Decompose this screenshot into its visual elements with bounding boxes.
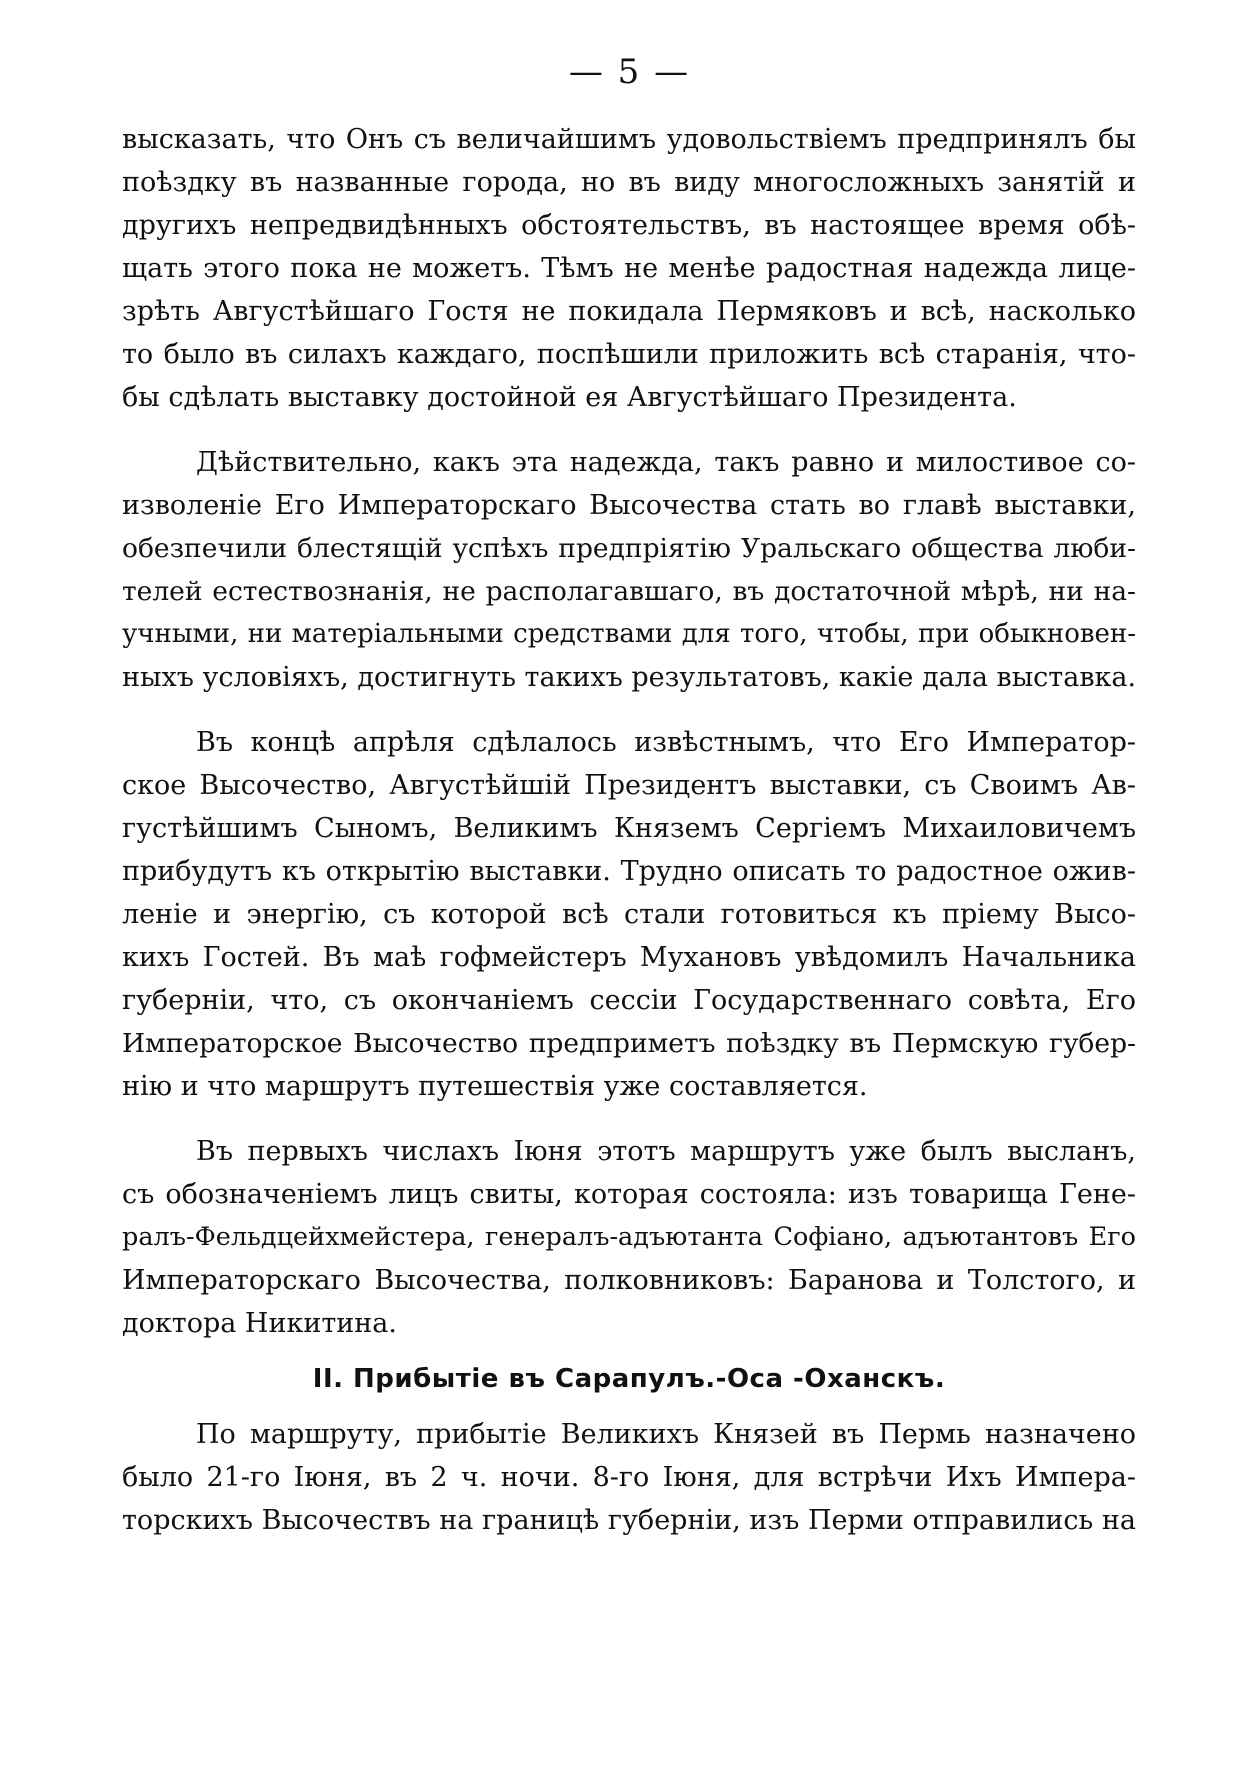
paragraph-4 (122, 1130, 1136, 1345)
text-line: щать этого пока не можетъ. Тѣмъ не менѣе радостная надежда лице- (122, 253, 1136, 284)
paragraph-5 (122, 1413, 1136, 1542)
text-line: учными, ни матеріальными средствами для того, чтобы, при обыкновен- (122, 619, 1136, 649)
text-line: Императорскаго Высочества, полковниковъ: Баранова и Толстого, и (122, 1265, 1136, 1296)
text-line: высказать, что Онъ съ величайшимъ удовольствіемъ предпринялъ бы (122, 124, 1136, 155)
text-line: кихъ Гостей. Въ маѣ гофмейстеръ Мухановъ увѣдомилъ Начальника (122, 942, 1136, 973)
text-line: съ обозначеніемъ лицъ свиты, которая состояла: изъ товарища Гене- (122, 1179, 1136, 1210)
text-line: другихъ непредвидѣнныхъ обстоятельствъ, въ настоящее время обѣ- (122, 210, 1136, 241)
text-line: ралъ-Фельдцейхмейстера, генералъ-адъютанта Софіано, адъютантовъ Его (122, 1222, 1136, 1252)
text-line: то было въ силахъ каждаго, поспѣшили приложить всѣ старанія, что- (122, 339, 1136, 370)
text-line: По маршруту, прибытіе Великихъ Князей въ Пермь назначено (196, 1419, 1136, 1450)
text-line: Въ первыхъ числахъ Іюня этотъ маршрутъ уже былъ высланъ, (196, 1136, 1136, 1167)
text-line: густѣйшимъ Сыномъ, Великимъ Княземъ Сергіемъ Михаиловичемъ (122, 813, 1136, 844)
paragraph-3 (122, 721, 1136, 1108)
paragraph-2 (122, 441, 1136, 699)
text-line: поѣздку въ названные города, но въ виду многосложныхъ занятій и (122, 167, 1136, 198)
text-line: обезпечили блестящій успѣхъ предпріятію Уральскаго общества люби- (122, 533, 1136, 564)
body-text (122, 118, 1136, 1542)
paragraph-1 (122, 118, 1136, 419)
text-line: Дѣйствительно, какъ эта надежда, такъ равно и милостивое со- (196, 447, 1136, 478)
text-line: губерніи, что, съ окончаніемъ сессіи Государственнаго совѣта, Его (122, 985, 1136, 1016)
text-line: было 21-го Іюня, въ 2 ч. ночи. 8-го Іюня, для встрѣчи Ихъ Импера- (122, 1462, 1136, 1493)
text-line: нію и что маршрутъ путешествія уже составляется. (122, 1071, 868, 1102)
text-line: Императорское Высочество предприметъ поѣздку въ Пермскую губер- (122, 1028, 1136, 1059)
text-line: ныхъ условіяхъ, достигнуть такихъ результатовъ, какіе дала выставка. (122, 662, 1137, 693)
text-line: доктора Никитина. (122, 1308, 397, 1339)
text-line: ское Высочество, Августѣйшій Президентъ выставки, съ Своимъ Ав- (122, 770, 1136, 801)
page-number: — 5 — (568, 52, 691, 92)
text-line: Въ концѣ апрѣля сдѣлалось извѣстнымъ, что Его Император- (196, 727, 1136, 758)
text-line: леніе и энергію, съ которой всѣ стали готовиться къ пріему Высо- (122, 899, 1136, 930)
text-line: изволеніе Его Императорскаго Высочества стать во главѣ выставки, (122, 490, 1136, 521)
text-line: телей естествознанія, не располагавшаго, въ достаточной мѣрѣ, ни на- (122, 576, 1136, 607)
text-line: зрѣть Августѣйшаго Гостя не покидала Пермяковъ и всѣ, насколько (122, 296, 1136, 327)
section-heading: II. Прибытіе въ Сарапулъ.-Оса -Оханскъ. (312, 1364, 946, 1394)
text-line: бы сдѣлать выставку достойной ея Августѣйшаго Президента. (122, 382, 1017, 413)
text-line: торскихъ Высочествъ на границѣ губерніи, изъ Перми отправились на (122, 1505, 1136, 1536)
text-line: прибудутъ къ открытію выставки. Трудно описать то радостное ожив- (122, 856, 1136, 887)
